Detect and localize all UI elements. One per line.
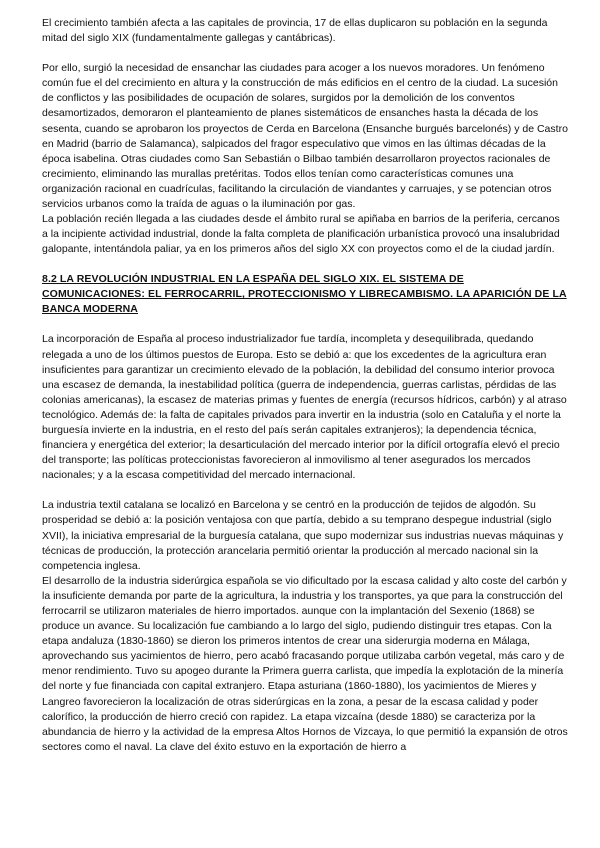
paragraph-steel-industry: El desarrollo de la industria siderúrgica española se vio dificultado por la escasa calidad y alto coste del carbón y la insuficiente demanda por parte de la agricultura, la industria y los transportes, ya que para la construcción del ferrocarril se utilizaron materiales de hierro importados. aunque con la implantación del Sexenio (1868) se produce un avance. Su localización fue cambiando a lo largo del siglo, pudiendo distinguir tres etapas. Con la etapa andaluza (1830-1860) se dieron los primeros intentos de crear una siderurgia moderna en Málaga, aprovechando sus yacimientos de hierro, pero acabó fracasando porque utilizaba carbón vegetal, más caro y de menor rendimiento. Tuvo su apogeo durante la Primera guerra carlista, que impedía la explotación de la minería del norte y fue financiada con capital extranjero. Etapa asturiana (1860-1880), los yacimientos de Mieres y Langreo favorecieron la localización de otras siderúrgicas en la zona, a pesar de la escasa calidad y poder calorífico, la producción de hierro creció con rapidez. La etapa vizcaína (desde 1880) se caracteriza por la abundancia de hierro y la actividad de la empresa Altos Hornos de Vizcaya, lo que permitió la expansión de otros sectores como el naval. La clave del éxito estuvo en la exportación de hierro a bbox=[42, 574, 568, 753]
paragraph-ensanches: Por ello, surgió la necesidad de ensanchar las ciudades para acoger a los nuevos moradores. Un fenómeno común fue el del crecimiento en altura y la construcción de más edificios en el centro de la ciudad. La sucesión de conflictos y las posibilidades de ocupación de solares, surgidos por la demolición de los conventos desamortizados, demoraron el planteamiento de planes sistemáticos de ensanches hasta la década de los sesenta, cuando se aprobaron los proyectos de Cerda en Barcelona (Ensanche burgués barcelonés) y de Castro en Madrid (barrio de Salamanca), salpicados del fragor especulativo que vimos en las últimas décadas de la época isabelina. Otras ciudades como San Sebastián o Bilbao también desarrollaron proyectos racionales de crecimiento, eliminando las murallas pretéritas. Todos ellos tenían como características comunes una organización racional en cuadrículas, facilitando la circulación de viandantes y carruajes, y se potencian otros servicios urbanos como la traída de aguas o la iluminación por gas. bbox=[42, 62, 568, 211]
paragraph-periphery: La población recién llegada a las ciudades desde el ámbito rural se apiñaba en barrios de la periferia, cercanos a la incipiente actividad industrial, donde la falta completa de planificación urbanística provocó una insalubridad galopante, intentándola paliar, ya en los primeros años del siglo XX con proyectos como el de la ciudad jardín. bbox=[42, 213, 560, 256]
document-body bbox=[42, 16, 568, 755]
section-heading: 8.2 LA REVOLUCIÓN INDUSTRIAL EN LA ESPAÑA DEL SIGLO XIX. EL SISTEMA DE COMUNICACIONES: EL FERROCARRIL, PROTECCIONISMO Y LIBRECAMBISMO. LA APARICIÓN DE LA BANCA MODERNA bbox=[42, 273, 567, 316]
paragraph-provincial-capitals: El crecimiento también afecta a las capitales de provincia, 17 de ellas duplicaron su población en la segunda mitad del siglo XIX (fundamentalmente gallegas y cantábricas). bbox=[42, 17, 548, 45]
paragraph-textile-industry: La industria textil catalana se localizó en Barcelona y se centró en la producción de tejidos de algodón. Su prosperidad se debió a: la posición ventajosa con que partía, debido a su temprano despegue industrial (siglo XVII), la iniciativa empresarial de la burguesía catalana, que supo modernizar sus industrias nuevas máquinas y técnicas de producción, la protección arancelaria permitió orientar la producción al mercado nacional sin la competencia inglesa. bbox=[42, 499, 564, 572]
paragraph-late-industrialization: La incorporación de España al proceso industrializador fue tardía, incompleta y desequilibrada, quedando relegada a uno de los últimos puestos de Europa. Esto se debió a: que los excedentes de la agricultura eran insuficientes para garantizar un crecimiento elevado de la población, la debilidad del consumo interior provoca una escasez de demanda, la inestabilidad política (guerra de independencia, guerras carlistas, pérdidas de las colonias americanas), la escasez de materias primas y fuentes de energía (recursos hídricos, carbón) y al atraso tecnológico. Además de: la falta de capitales privados para invertir en la industria (solo en Cataluña y el norte la burguesía invierte en la industria, en el resto del país serán capitales extranjeros); la dependencia técnica, financiera y energética del exterior; la desarticulación del mercado interior por la difícil ortografía elevó el precio del transporte; las políticas proteccionistas favorecieron al inmovilismo al tener asegurados los mercados nacionales; y a la escasa competitividad del mercado internacional. bbox=[42, 333, 567, 482]
